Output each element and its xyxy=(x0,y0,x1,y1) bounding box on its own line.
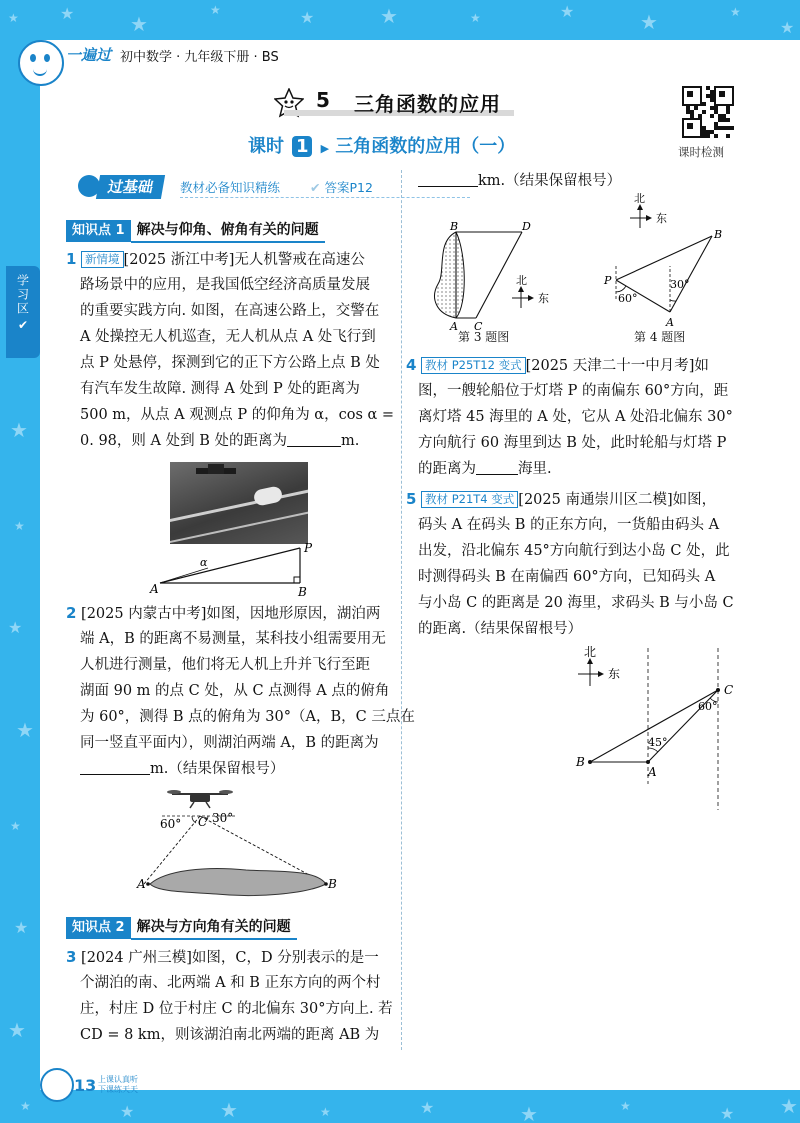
star-icon: ★ xyxy=(14,918,29,937)
q2-label-60: 60° xyxy=(160,817,182,831)
knowledge-point-1 xyxy=(66,219,325,241)
q3-number: 3 xyxy=(66,948,77,966)
q3-label-d: D xyxy=(522,222,531,233)
page-number: 13 xyxy=(74,1076,97,1095)
kp1-label: 知识点 1 xyxy=(66,220,131,242)
q4-label-b: B xyxy=(714,228,723,241)
q2-line-0: [2025 内蒙古中考]如图，因地形原因，湖泊两 xyxy=(81,606,381,622)
q4-line-0: [2025 天津二十一中月考]如 xyxy=(525,358,709,374)
q4-caption: 第 4 题图 xyxy=(634,330,686,344)
q3-continuation: km.（结果保留根号） xyxy=(478,173,622,189)
q2-line-5: 同一竖直平面内），则湖泊两端 A，B 的距离为 xyxy=(80,735,379,751)
chapter-title: 三角函数的应用 xyxy=(354,92,501,116)
q3-answer-blank[interactable] xyxy=(418,186,478,187)
basics-subtitle: 教材必备知识精练 xyxy=(180,180,281,195)
star-icon: ★ xyxy=(420,1098,435,1117)
star-icon: ★ xyxy=(220,1098,238,1122)
compass-icon xyxy=(512,286,534,308)
star-icon: ★ xyxy=(640,10,658,34)
q2-number: 2 xyxy=(66,604,77,622)
q4-figure xyxy=(596,192,736,332)
q1-label-p: P xyxy=(304,541,313,555)
star-icon: ★ xyxy=(620,1099,631,1113)
q2-label-a: A xyxy=(137,877,146,891)
q5-label-45: 45° xyxy=(648,736,668,749)
kp2-label: 知识点 2 xyxy=(66,917,131,939)
star-icon: ★ xyxy=(380,4,398,28)
q2-label-30: 30° xyxy=(212,811,234,825)
q1-figure xyxy=(148,540,328,600)
star-icon: ★ xyxy=(10,418,28,442)
q2-figure xyxy=(136,786,346,898)
q3-line-0: [2024 广州三模]如图，C，D 分别表示的是一 xyxy=(81,950,379,966)
q5-label-east: 东 xyxy=(608,667,621,681)
star-icon: ★ xyxy=(560,2,575,21)
q4-unit: 海里. xyxy=(518,461,552,477)
lesson-number: 1 xyxy=(292,136,312,157)
q1-label-alpha: α xyxy=(200,556,208,569)
q2-tail: m.（结果保留根号） xyxy=(150,761,285,777)
q4-label-a: A xyxy=(666,316,674,329)
q5-line-1: 码头 A 在码头 B 的正东方向，一货船由码头 A xyxy=(418,517,720,533)
star-icon: ★ xyxy=(780,1094,798,1118)
side-tab-label: 学习区 xyxy=(15,274,30,316)
q4-label-60: 60° xyxy=(618,292,638,305)
q4-tag: 教材 P25T12 变式 xyxy=(421,357,526,374)
q4-line-4: 的距离为 xyxy=(418,461,476,477)
q1-line-1: 路场景中的应用，是我国低空经济高质量发展 xyxy=(80,277,370,293)
q3-label-north: 北 xyxy=(516,274,527,287)
q5-tag: 教材 P21T4 变式 xyxy=(421,491,518,508)
q1-line-6: 500 m，从点 A 观测点 P 的仰角为 α，cos α = xyxy=(80,407,395,423)
star-icon: ★ xyxy=(520,1102,538,1123)
star-icon: ★ xyxy=(780,18,795,37)
q4-label-30: 30° xyxy=(670,278,690,291)
star-icon: ★ xyxy=(60,4,75,23)
q4-label-east: 东 xyxy=(656,212,667,225)
column-divider xyxy=(401,170,402,1050)
answer-ref: ✔ 答案P12 xyxy=(310,180,373,195)
star-icon: ★ xyxy=(20,1099,31,1113)
q2-label-b: B xyxy=(328,877,337,891)
check-icon: ✔ xyxy=(17,318,29,332)
q3-continuation-wrap xyxy=(418,168,621,194)
drone-icon xyxy=(167,790,233,808)
q1-tag: 新情境 xyxy=(81,251,124,268)
side-tab[interactable] xyxy=(6,266,40,358)
q3-line-2: 庄，村庄 D 位于村庄 C 的北偏东 30°方向上. 若 xyxy=(80,1001,393,1017)
q5-line-5: 的距离.（结果保留根号） xyxy=(418,621,583,637)
qr-code-icon[interactable] xyxy=(682,86,734,138)
star-icon: ★ xyxy=(720,1104,735,1123)
q1-line-0: [2025 浙江中考]无人机警戒在高速公 xyxy=(123,252,365,268)
star-icon: ★ xyxy=(210,3,221,17)
q4-label-p: P xyxy=(604,274,612,287)
q3-label-a: A xyxy=(450,320,458,333)
star-icon: ★ xyxy=(8,11,19,25)
q4-line-1: 图，一艘轮船位于灯塔 P 的南偏东 60°方向，距 xyxy=(418,383,729,399)
chapter-heading xyxy=(274,88,524,118)
q2-line-4: 为 60°，测得 B 点的俯角为 30°（A，B，C 三点在 xyxy=(80,709,415,725)
q1-label-b: B xyxy=(298,585,307,599)
series-title: 初中数学 · 九年级下册 · BS xyxy=(120,50,279,65)
q5-figure xyxy=(570,644,750,814)
star-icon: ★ xyxy=(10,819,21,833)
q5-line-3: 时测得码头 B 在南偏西 60°方向，已知码头 A xyxy=(418,569,716,585)
star-icon: ★ xyxy=(120,1102,135,1121)
star-icon: ★ xyxy=(300,8,315,27)
q1-line-5: 有汽车发生故障. 测得 A 处到 P 处的距离为 xyxy=(80,381,360,397)
q4-answer-blank[interactable] xyxy=(476,474,518,475)
footer-slogan-2: 下课练天天 xyxy=(98,1085,138,1094)
basics-title: 过基础 xyxy=(96,175,165,199)
q3-label-c: C xyxy=(474,320,483,333)
star-icon: ★ xyxy=(8,1018,26,1042)
brand-logo: 一遍过 xyxy=(66,46,112,64)
q1-number: 1 xyxy=(66,250,77,268)
kp1-title: 解决与仰角、俯角有关的问题 xyxy=(131,219,325,243)
q3-label-east: 东 xyxy=(538,292,549,305)
footer-slogan xyxy=(98,1075,138,1095)
q1-line-2: 的重要实践方向. 如图，在高速公路上，交警在 xyxy=(80,303,380,319)
q1-line-7-wrap xyxy=(80,428,359,454)
q5-line-4: 与小岛 C 的距离是 20 海里，求码头 B 与小岛 C xyxy=(418,595,734,611)
q1-line-4: 点 P 处悬停，探测到它的正下方公路上点 B 处 xyxy=(80,355,380,371)
q5-label-a: A xyxy=(648,765,657,779)
answer-ref-text: 答案P12 xyxy=(324,180,373,195)
q2-answer-blank[interactable] xyxy=(80,774,150,775)
star-icon: ★ xyxy=(470,11,481,25)
q5-label-b: B xyxy=(576,755,585,769)
footer-slogan-1: 上课认真听 xyxy=(98,1075,138,1084)
q1-line-7: 0. 98，则 A 处到 B 处的距离为 xyxy=(80,433,287,449)
lesson-prefix: 课时 xyxy=(248,136,284,157)
q5-line-0: [2025 南通崇川区二模]如图， xyxy=(518,492,717,508)
qr-caption: 课时检测 xyxy=(678,145,724,159)
q5-label-north: 北 xyxy=(584,645,597,659)
q2-label-c: C xyxy=(198,815,208,829)
lesson-heading: 课时 1 ▶ 三角函数的应用（一） xyxy=(248,136,516,157)
q4-label-north: 北 xyxy=(634,192,645,205)
star-icon: ★ xyxy=(14,519,25,533)
q2-line-1: 端 A，B 的距离不易测量，某科技小组需要用无 xyxy=(80,631,386,647)
drone-highway-photo xyxy=(170,462,308,544)
q4-line-3: 方向航行 60 海里到达 B 处，此时轮船与灯塔 P xyxy=(418,435,727,451)
star-icon: ★ xyxy=(320,1105,331,1119)
star-icon: ★ xyxy=(8,618,23,637)
q2-line-6-wrap xyxy=(80,756,284,782)
q2-line-3: 湖面 90 m 的点 C 处，从 C 点测得 A 点的俯角 xyxy=(80,683,390,699)
q5-label-60: 60° xyxy=(698,700,718,713)
star-icon: ★ xyxy=(730,5,741,19)
star-icon: ★ xyxy=(130,12,148,36)
q1-unit: m. xyxy=(340,433,360,449)
q4-line-4-wrap xyxy=(418,456,552,482)
basics-banner xyxy=(78,175,388,199)
q1-line-3: A 处操控无人机巡查，无人机从点 A 处飞行到 xyxy=(80,329,376,345)
q1-answer-blank[interactable] xyxy=(287,446,341,447)
q5-line-2: 出发，沿北偏东 45°方向航行到达小岛 C 处，此 xyxy=(418,543,730,559)
q1-label-a: A xyxy=(150,582,159,596)
compass-icon xyxy=(578,658,604,686)
q5-label-c: C xyxy=(724,683,734,697)
mascot-footer-icon xyxy=(40,1068,74,1102)
lesson-title: 三角函数的应用（一） xyxy=(335,136,516,157)
q4-number: 4 xyxy=(406,356,417,374)
kp2-title: 解决与方向角有关的问题 xyxy=(131,916,297,940)
q3-label-b: B xyxy=(450,222,459,233)
q3-line-1: 个湖泊的南、北两端 A 和 B 正东方向的两个村 xyxy=(80,975,381,991)
star-icon: ★ xyxy=(16,718,34,742)
q3-caption: 第 3 题图 xyxy=(458,330,510,344)
q5-number: 5 xyxy=(406,490,417,508)
q4-line-2: 离灯塔 45 海里的 A 处，它从 A 处沿北偏东 30° xyxy=(418,409,733,425)
compass-icon xyxy=(630,204,652,228)
q3-line-3: CD = 8 km，则该湖泊南北两端的距离 AB 为 xyxy=(80,1027,380,1043)
knowledge-point-2 xyxy=(66,916,297,938)
q2-line-2: 人机进行测量，他们将无人机上升并飞行至距 xyxy=(80,657,370,673)
chapter-number: 5 xyxy=(316,88,330,112)
mascot-icon xyxy=(18,40,64,86)
